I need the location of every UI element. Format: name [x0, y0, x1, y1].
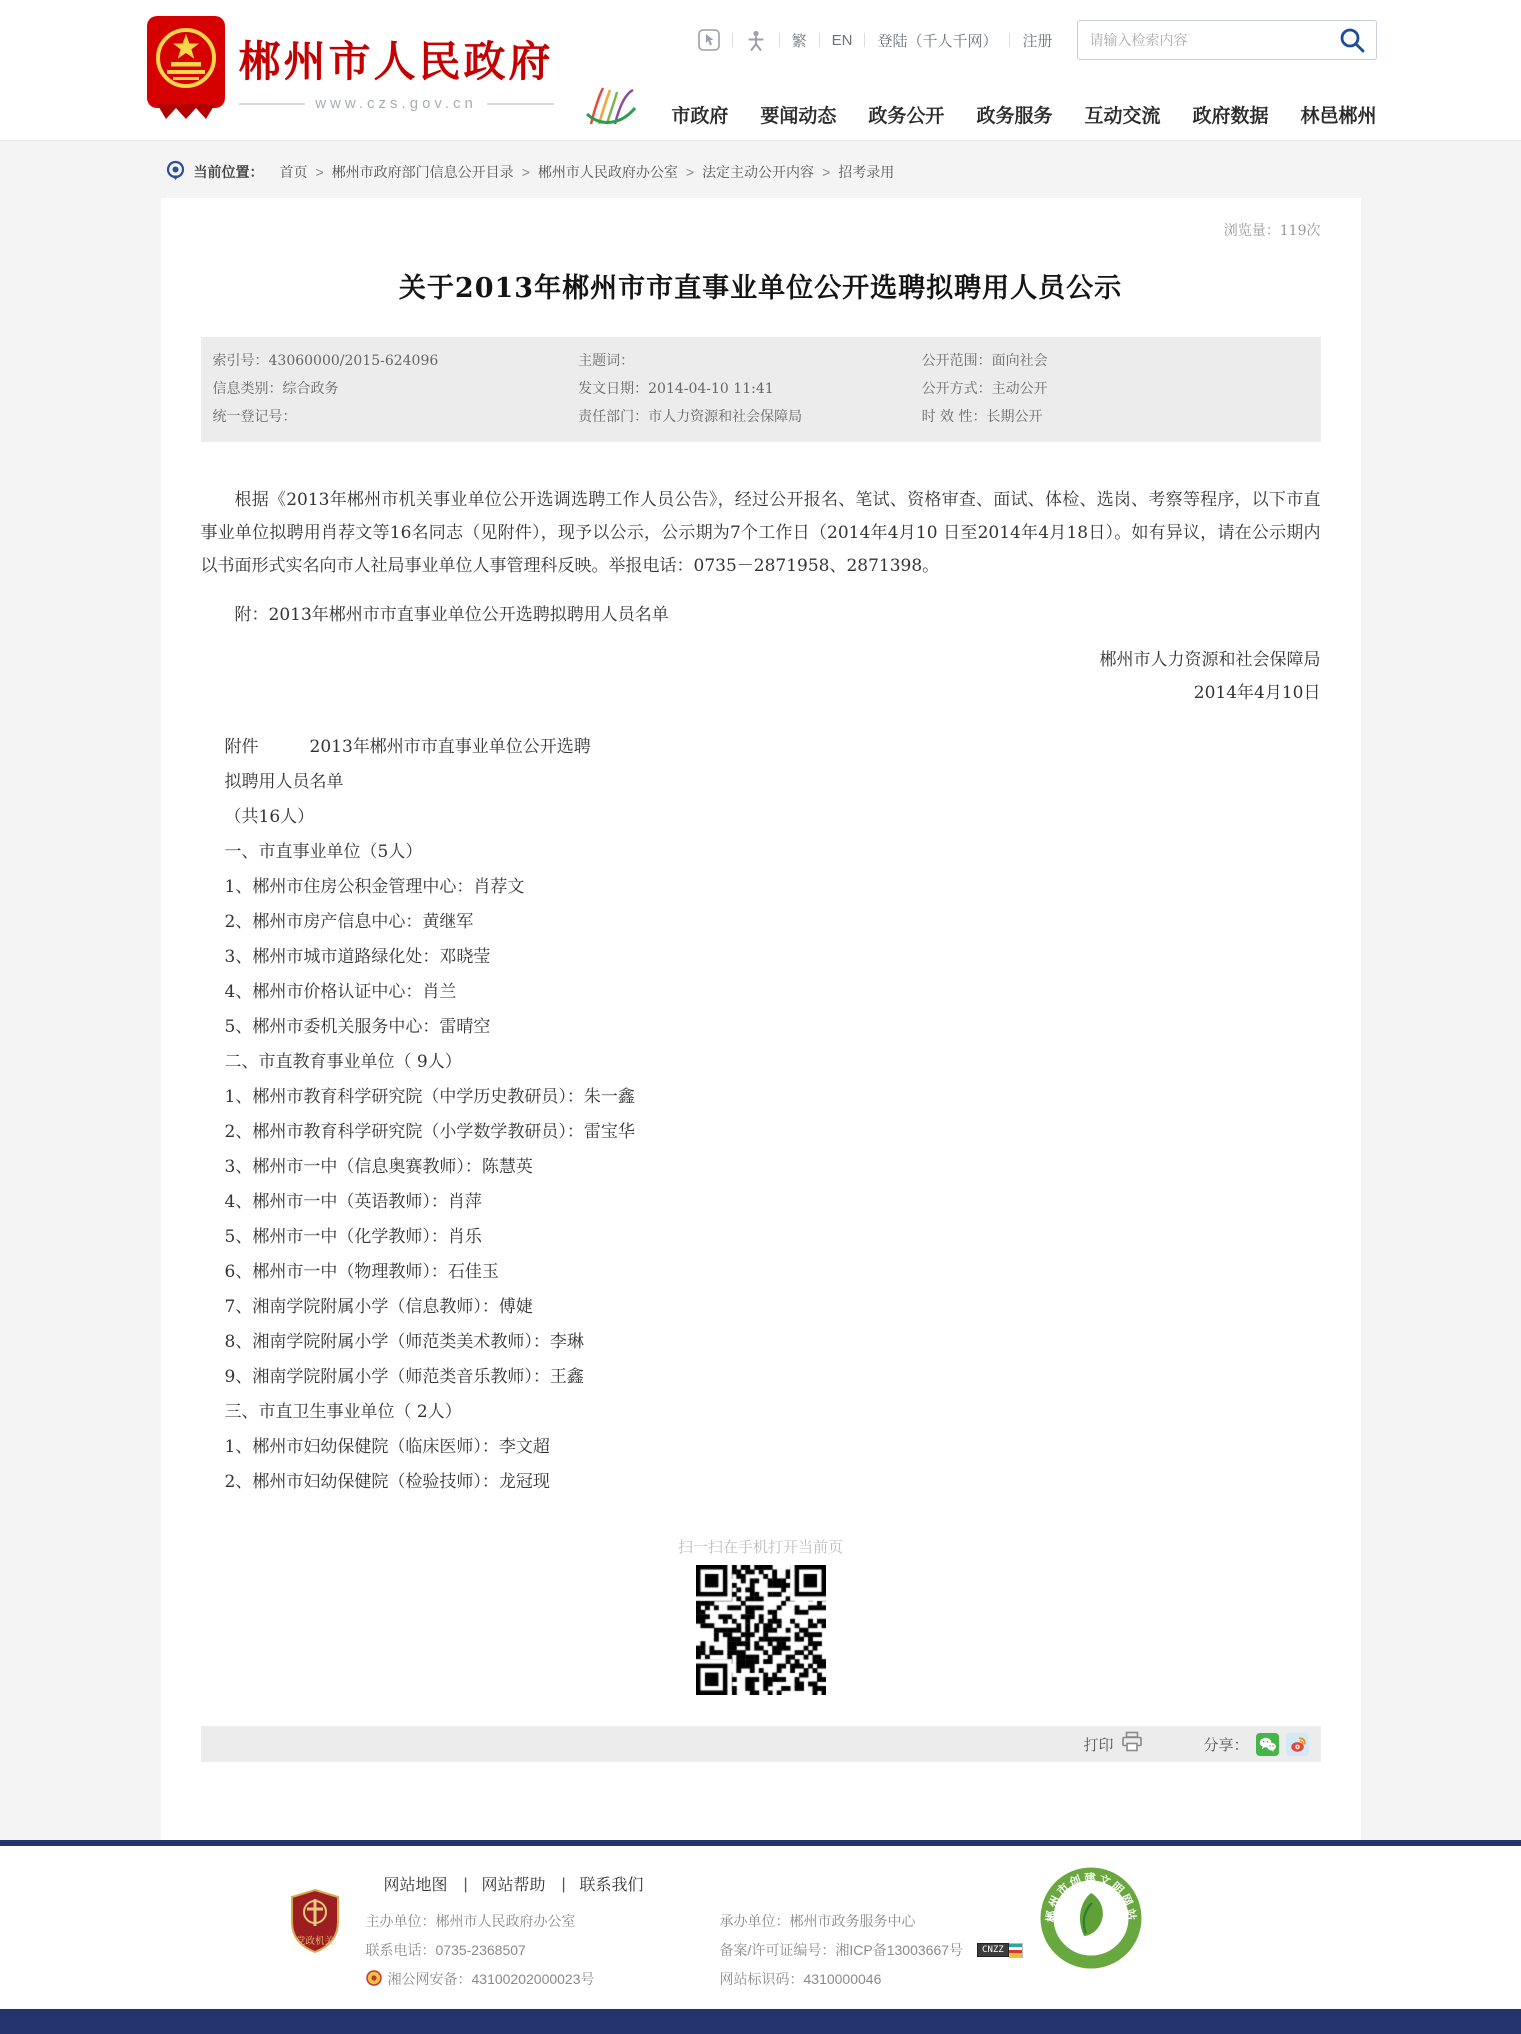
breadcrumb-link[interactable]: 郴州市政府部门信息公开目录: [331, 164, 514, 180]
lang-en-link[interactable]: EN: [831, 31, 853, 49]
site-header: [0, 0, 1521, 140]
utility-bar: [698, 20, 1377, 60]
article-actions-bar: [201, 1726, 1321, 1762]
host-org: 主办单位：郴州市人民政府办公室: [365, 1913, 576, 1929]
pointer-mode-icon[interactable]: [698, 29, 720, 51]
meta-field: 责任部门：市人力资源和社会保障局: [578, 409, 803, 425]
attachment-line: 二、市直教育事业单位（ 9人）: [224, 1052, 462, 1072]
meta-field: 时 效 性：长期公开: [921, 409, 1043, 425]
lang-traditional-link[interactable]: 繁: [791, 32, 807, 50]
attachment-line: 5、郴州市一中（化学教师）：肖乐: [224, 1227, 482, 1247]
attachment-line: 三、市直卫生事业单位（ 2人）: [224, 1402, 462, 1422]
attachment-line: 2、郴州市教育科学研究院（小学数学教研员）：雷宝华: [224, 1122, 635, 1142]
breadcrumb-item: > 招考录用: [822, 164, 895, 180]
site-footer: [0, 1846, 1521, 2009]
undertake-org: 承办单位：郴州市政务服务中心: [719, 1913, 916, 1929]
page-background: [0, 140, 1521, 1840]
breadcrumb-link[interactable]: 郴州市人民政府办公室: [537, 164, 678, 180]
site-brand[interactable]: [147, 16, 554, 125]
article-card: [161, 198, 1361, 1840]
breadcrumb-link[interactable]: 首页: [279, 164, 308, 180]
meta-field: 信息类别：综合政务: [212, 381, 339, 397]
footer-link[interactable]: 网站帮助: [481, 1877, 546, 1894]
qr-code: [696, 1565, 826, 1695]
contact-phone: 联系电话：0735-2368507: [365, 1942, 526, 1958]
article-meta-table: [201, 337, 1321, 442]
nav-brand-icon: [583, 84, 637, 128]
weibo-share-icon[interactable]: [1286, 1733, 1309, 1756]
nav-item[interactable]: 政务公开: [868, 105, 945, 127]
icp-record: 备案/许可证编号：湘ICP备13003667号 CNZZ: [720, 1940, 1023, 1960]
footer-links: [366, 1872, 1023, 1895]
main-nav: [583, 84, 1376, 128]
nav-item[interactable]: 政务服务: [976, 105, 1053, 127]
footer-details: [366, 1911, 1023, 1989]
attachment-line: 6、郴州市一中（物理教师）：石佳玉: [224, 1262, 499, 1282]
login-link[interactable]: 登陆（千人千网）: [877, 32, 998, 50]
breadcrumb: [161, 140, 1361, 198]
signature-date: 2014年4月10日: [1193, 683, 1321, 703]
attachment-line: 8、湘南学院附属小学（师范类美术教师）：李琳: [224, 1332, 584, 1352]
wechat-share-icon[interactable]: [1256, 1733, 1279, 1756]
share-group: [1203, 1733, 1308, 1756]
nav-item[interactable]: 要闻动态: [760, 105, 837, 127]
nav-item[interactable]: 政府数据: [1192, 105, 1269, 127]
article-attachment-note: 附：2013年郴州市市直事业单位公开选聘拟聘用人员名单: [234, 605, 669, 625]
article-body: [201, 484, 1321, 1500]
article-paragraph: 根据《2013年郴州市机关事业单位公开选调选聘工作人员公告》，经过公开报名、笔试、资格审查、面试、体检、选岗、考察等程序，以下市直事业单位拟聘用肖荐文等16名同志（见附件），现予以公示，公示期为7个工作日（2014年4月10 日至2014年4月18日）。如有异议，请在公示期内以书面形式实名向市人社局事业单位人事管理科反映。举报电话：0735－2871958、2871398。: [200, 490, 1321, 576]
footer-info: [366, 1872, 1023, 1989]
footer-link-item: | 联系我们: [562, 1872, 644, 1895]
attachment-line: 2、郴州市妇幼保健院（检验技师）：龙冠现: [224, 1472, 550, 1492]
site-id-code: 网站标识码：4310000046: [719, 1971, 882, 1987]
location-pin-icon: [165, 160, 186, 184]
attachment-line: 拟聘用人员名单: [224, 772, 344, 792]
meta-field: 公开方式：主动公开: [921, 381, 1048, 397]
meta-field: 公开范围：面向社会: [921, 353, 1048, 369]
attachment-line: 4、郴州市一中（英语教师）：肖萍: [224, 1192, 482, 1212]
attachment-line: （共16人）: [224, 807, 315, 827]
footer-link-item: | 网站帮助: [464, 1872, 546, 1895]
attachment-line: 3、郴州市城市道路绿化处：邓晓莹: [224, 947, 491, 967]
breadcrumb-item: > 法定主动公开内容: [685, 164, 815, 180]
national-emblem-icon: [147, 16, 225, 125]
share-label: 分享：: [1203, 1735, 1249, 1754]
accessibility-icon[interactable]: [745, 29, 767, 51]
meta-field: 统一登记号：: [212, 409, 297, 425]
breadcrumb-link[interactable]: 法定主动公开内容: [702, 164, 815, 180]
article-title: 关于2013年郴州市市直事业单位公开选聘拟聘用人员公示: [398, 273, 1123, 304]
qr-section: [201, 1536, 1321, 1700]
nav-item[interactable]: 林邑郴州: [1300, 105, 1377, 127]
register-link[interactable]: 注册: [1022, 32, 1053, 50]
divider: [1009, 33, 1010, 47]
attachment-line: 7、湘南学院附属小学（信息教师）：傅婕: [224, 1297, 533, 1317]
attachment-line: 1、郴州市妇幼保健院（临床医师）：李文超: [224, 1437, 550, 1457]
breadcrumb-item: > 郴州市政府部门信息公开目录: [315, 164, 514, 180]
police-badge-icon: [366, 1970, 382, 1989]
breadcrumb-label: 当前位置：: [193, 164, 264, 180]
breadcrumb-item: > 郴州市人民政府办公室: [521, 164, 678, 180]
search-box: [1077, 20, 1377, 60]
printer-icon: [1121, 1731, 1143, 1757]
footer-link[interactable]: 网站地图: [383, 1877, 448, 1894]
qr-caption: 扫一扫在手机打开当前页: [677, 1539, 843, 1556]
attachment-list: [225, 730, 1321, 1500]
print-button[interactable]: [1083, 1731, 1143, 1757]
signature-org: 郴州市人力资源和社会保障局: [1099, 650, 1321, 670]
cnzz-badge[interactable]: CNZZ: [977, 1943, 1023, 1958]
footer-link[interactable]: 联系我们: [579, 1877, 644, 1894]
svg-text:郴州市创建文明网站: 郴州市创建文明网站: [1045, 1873, 1136, 1923]
attachment-line: 一、市直事业单位（5人）: [224, 842, 423, 862]
attachment-line: 4、郴州市价格认证中心：肖兰: [224, 982, 457, 1002]
police-record[interactable]: 湘公网安备：43100202000023号: [366, 1969, 658, 1989]
breadcrumb-link[interactable]: 招考录用: [838, 164, 895, 180]
party-gov-badge[interactable]: [289, 1888, 341, 1959]
attachment-line: 2、郴州市房产信息中心：黄继军: [224, 912, 474, 932]
civilized-website-badge[interactable]: [1039, 1866, 1143, 1975]
attachment-line: 9、湘南学院附属小学（师范类音乐教师）：王鑫: [224, 1367, 584, 1387]
meta-field: 索引号：43060000/2015-624096: [212, 353, 439, 369]
view-count: 浏览量：119次: [1223, 223, 1321, 239]
divider: [732, 33, 733, 47]
meta-field: 发文日期：2014-04-10 11:41: [578, 381, 774, 397]
attachment-line: 5、郴州市委机关服务中心：雷晴空: [224, 1017, 491, 1037]
site-url: www.czs.gov.cn: [239, 95, 554, 112]
svg-text:党政机关: 党政机关: [295, 1936, 334, 1947]
nav-items: [671, 101, 1376, 128]
divider: [864, 33, 865, 47]
breadcrumb-item: [272, 162, 308, 182]
print-label: 打印: [1083, 1735, 1114, 1754]
cnzz-stripes-icon: [1009, 1943, 1023, 1958]
nav-item[interactable]: 互动交流: [1084, 105, 1161, 127]
meta-field: 主题词：: [578, 353, 635, 369]
divider: [779, 33, 780, 47]
footer-bottom-bar: [0, 2009, 1521, 2034]
breadcrumb-items: [272, 162, 895, 182]
site-title: 郴州市人民政府: [238, 37, 554, 86]
footer-link-item: [366, 1872, 448, 1895]
attachment-line: 1、郴州市教育科学研究院（中学历史教研员）：朱一鑫: [224, 1087, 635, 1107]
nav-item[interactable]: 市政府: [671, 105, 729, 127]
search-input[interactable]: [1090, 32, 1338, 48]
attachment-line: 3、郴州市一中（信息奥赛教师）：陈慧英: [224, 1157, 533, 1177]
divider: [819, 33, 820, 47]
search-icon[interactable]: [1338, 26, 1366, 54]
attachment-line: 附件 2013年郴州市市直事业单位公开选聘: [224, 737, 591, 757]
attachment-line: 1、郴州市住房公积金管理中心：肖荐文: [224, 877, 525, 897]
